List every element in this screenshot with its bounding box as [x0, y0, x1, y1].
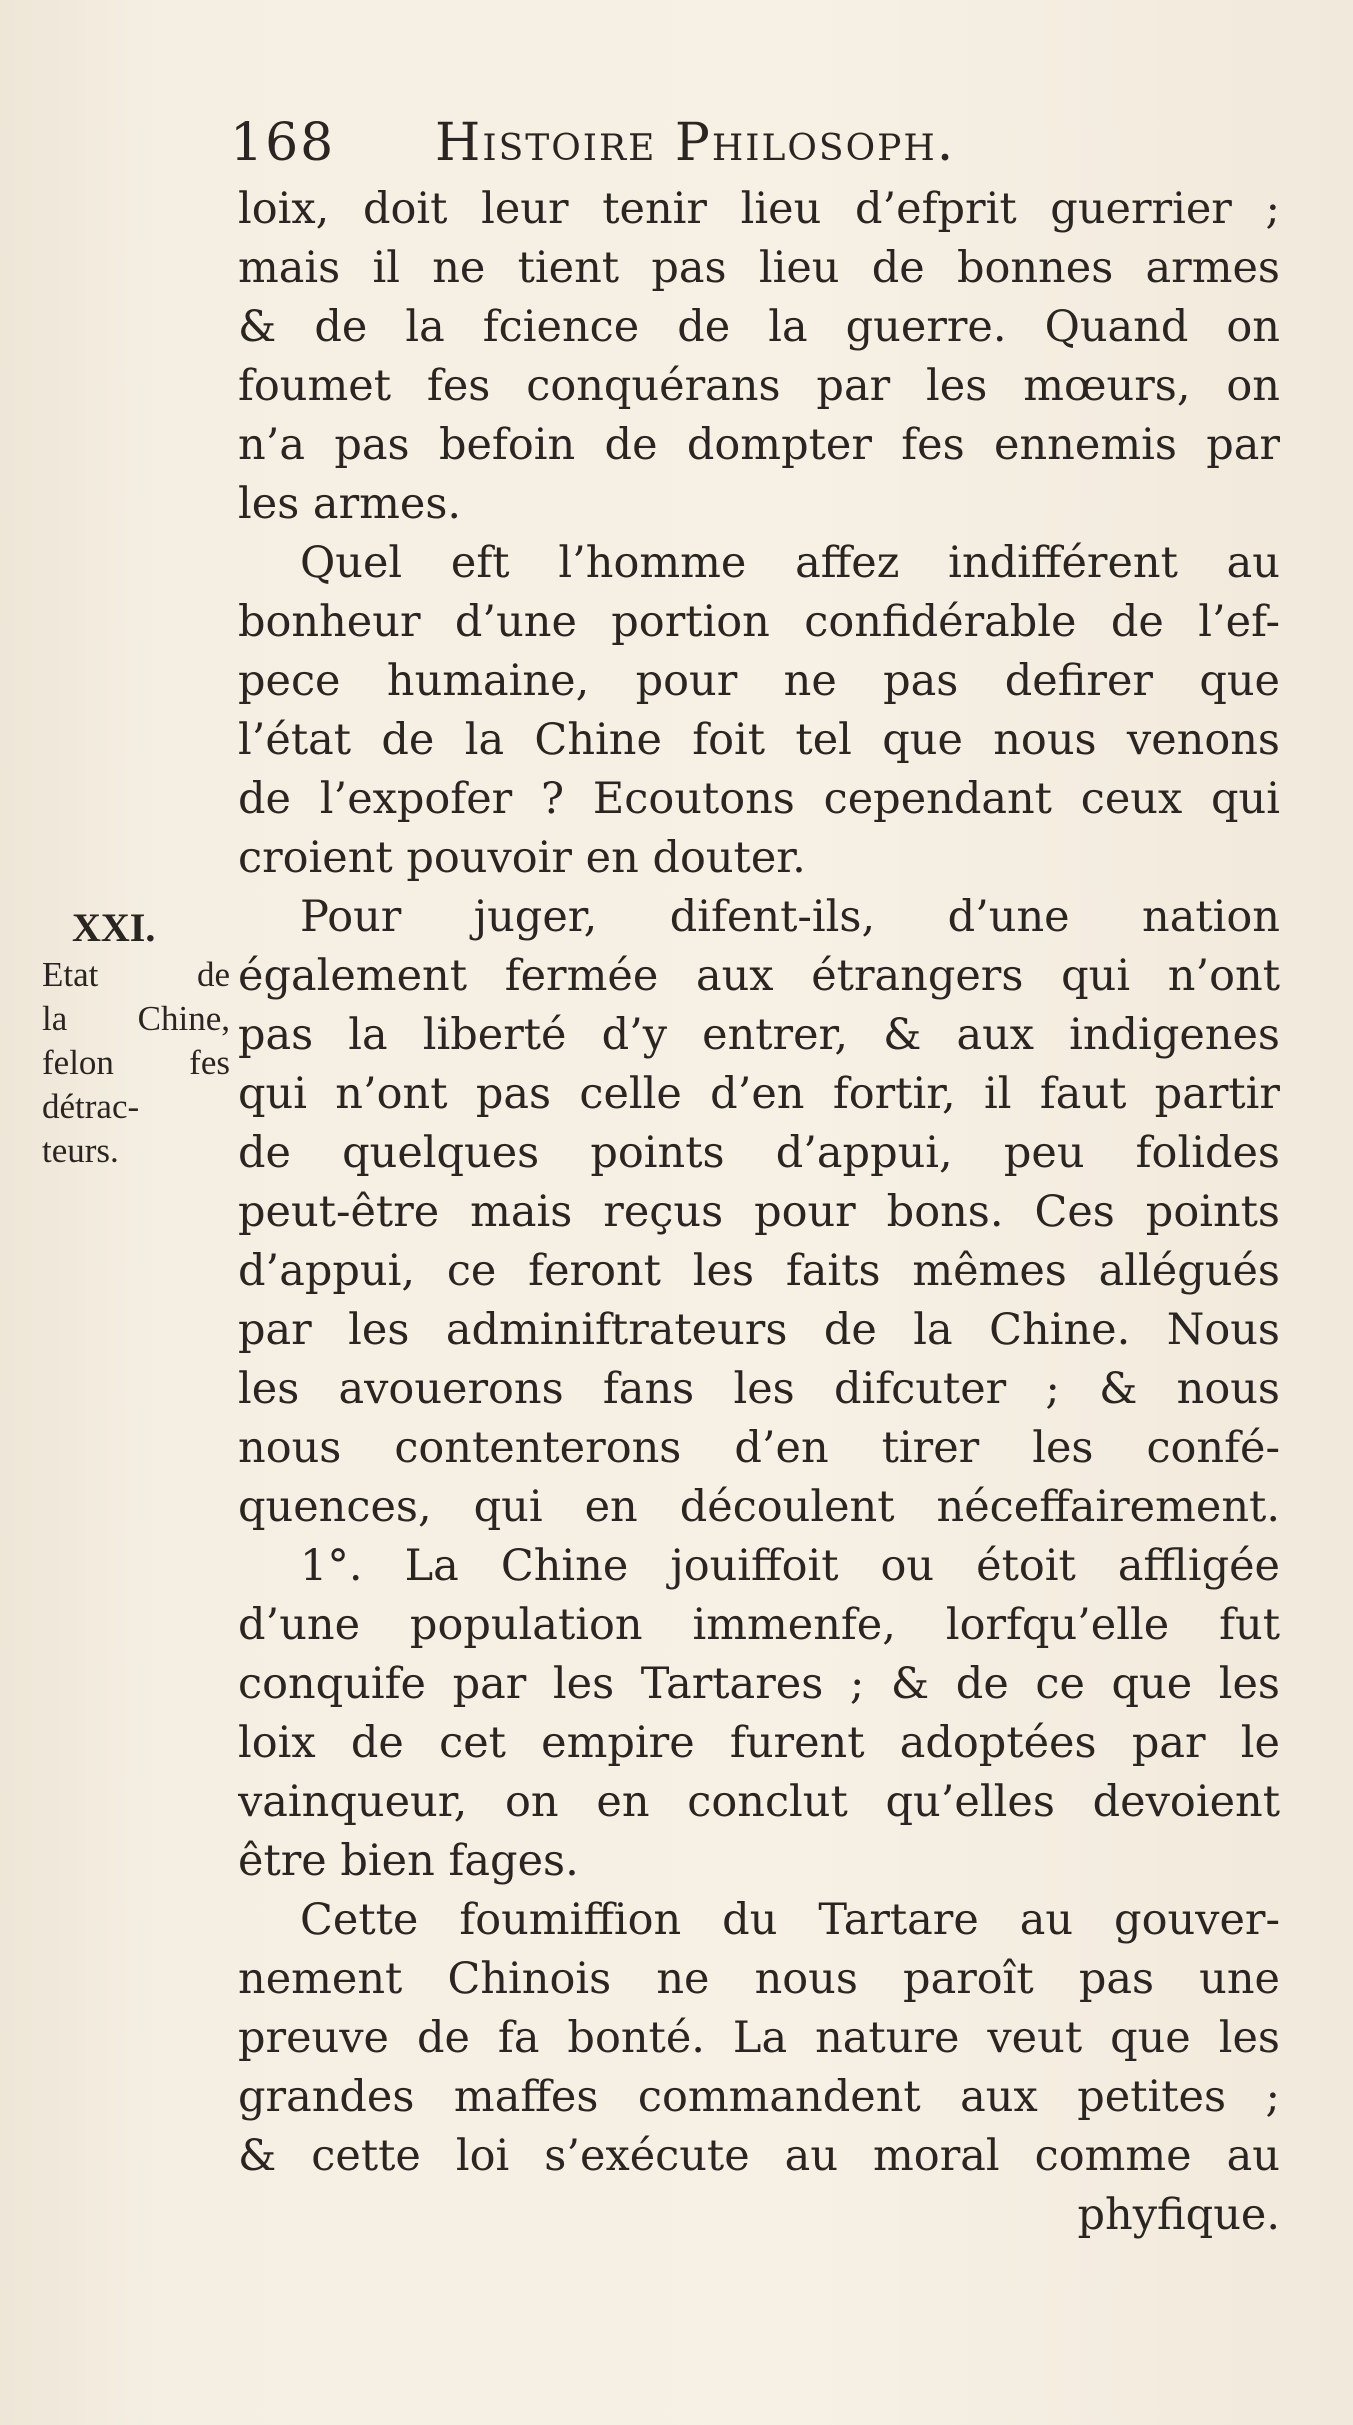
text-line: pece humaine, pour ne pas defirer que [238, 656, 1280, 706]
running-title: Histoire Philosoph. [435, 113, 956, 173]
text-line: les armes. [238, 479, 462, 529]
text-line: être bien fages. [238, 1836, 579, 1886]
text-line: d’une population immenfe, lorfqu’elle fut [238, 1600, 1280, 1650]
text-line: & de la fcience de la guerre. Quand on [238, 302, 1280, 352]
text-line: Quel eft l’homme affez indifférent au [300, 538, 1280, 588]
page-header [230, 108, 1270, 178]
margin-note-line: Etat de [42, 955, 230, 994]
text-line: quences, qui en découlent néceffairement. [238, 1482, 1280, 1532]
text-line: croient pouvoir en douter. [238, 833, 806, 883]
text-line: 1°. La Chine jouiffoit ou étoit affligée [300, 1541, 1280, 1591]
text-line: Cette foumiffion du Tartare au gouver- [300, 1895, 1280, 1945]
margin-note [42, 903, 232, 1173]
text-line: mais il ne tient pas lieu de bonnes armes [238, 243, 1280, 293]
body-text [238, 180, 1280, 2245]
text-line: nement Chinois ne nous paroît pas une [238, 1954, 1280, 2004]
text-line: phyfique. [1077, 2190, 1280, 2240]
text-line: d’appui, ce feront les faits mêmes allégués [238, 1246, 1280, 1296]
text-line: nous contenterons d’en tirer les confé- [238, 1423, 1280, 1473]
text-line: les avouerons fans les difcuter ; & nous [238, 1364, 1280, 1414]
text-line: également fermée aux étrangers qui n’ont [238, 951, 1280, 1001]
text-line: pas la liberté d’y entrer, & aux indigenes [238, 1010, 1280, 1060]
text-line: n’a pas befoin de dompter fes ennemis par [238, 420, 1280, 470]
text-line: foumet fes conquérans par les mœurs, on [238, 361, 1280, 411]
text-line: de quelques points d’appui, peu folides [238, 1128, 1280, 1178]
text-line: de l’expofer ? Ecoutons cependant ceux qui [238, 774, 1280, 824]
margin-note-line: felon fes [42, 1043, 230, 1082]
text-line: l’état de la Chine foit tel que nous venons [238, 715, 1280, 765]
section-number: XXI. [72, 905, 156, 950]
text-line: peut-être mais reçus pour bons. Ces points [238, 1187, 1280, 1237]
page-number: 168 [230, 113, 336, 173]
text-line: conquife par les Tartares ; & de ce que les [238, 1659, 1280, 1709]
text-line: grandes maffes commandent aux petites ; [238, 2072, 1280, 2122]
text-line: qui n’ont pas celle d’en fortir, il faut partir [238, 1069, 1280, 1119]
text-line: preuve de fa bonté. La nature veut que les [238, 2013, 1280, 2063]
text-line: Pour juger, difent-ils, d’une nation [300, 892, 1280, 942]
text-line: bonheur d’une portion confidérable de l’ef- [238, 597, 1280, 647]
text-line: & cette loi s’exécute au moral comme au [238, 2131, 1280, 2181]
text-line: vainqueur, on en conclut qu’elles devoient [238, 1777, 1280, 1827]
text-line: par les adminiftrateurs de la Chine. Nous [238, 1305, 1280, 1355]
margin-note-line: teurs. [42, 1131, 119, 1170]
margin-note-line: détrac- [42, 1087, 140, 1126]
text-line: loix de cet empire furent adoptées par le [238, 1718, 1280, 1768]
text-line: loix, doit leur tenir lieu d’efprit guerrier ; [238, 184, 1280, 234]
margin-note-line: la Chine, [42, 999, 230, 1038]
